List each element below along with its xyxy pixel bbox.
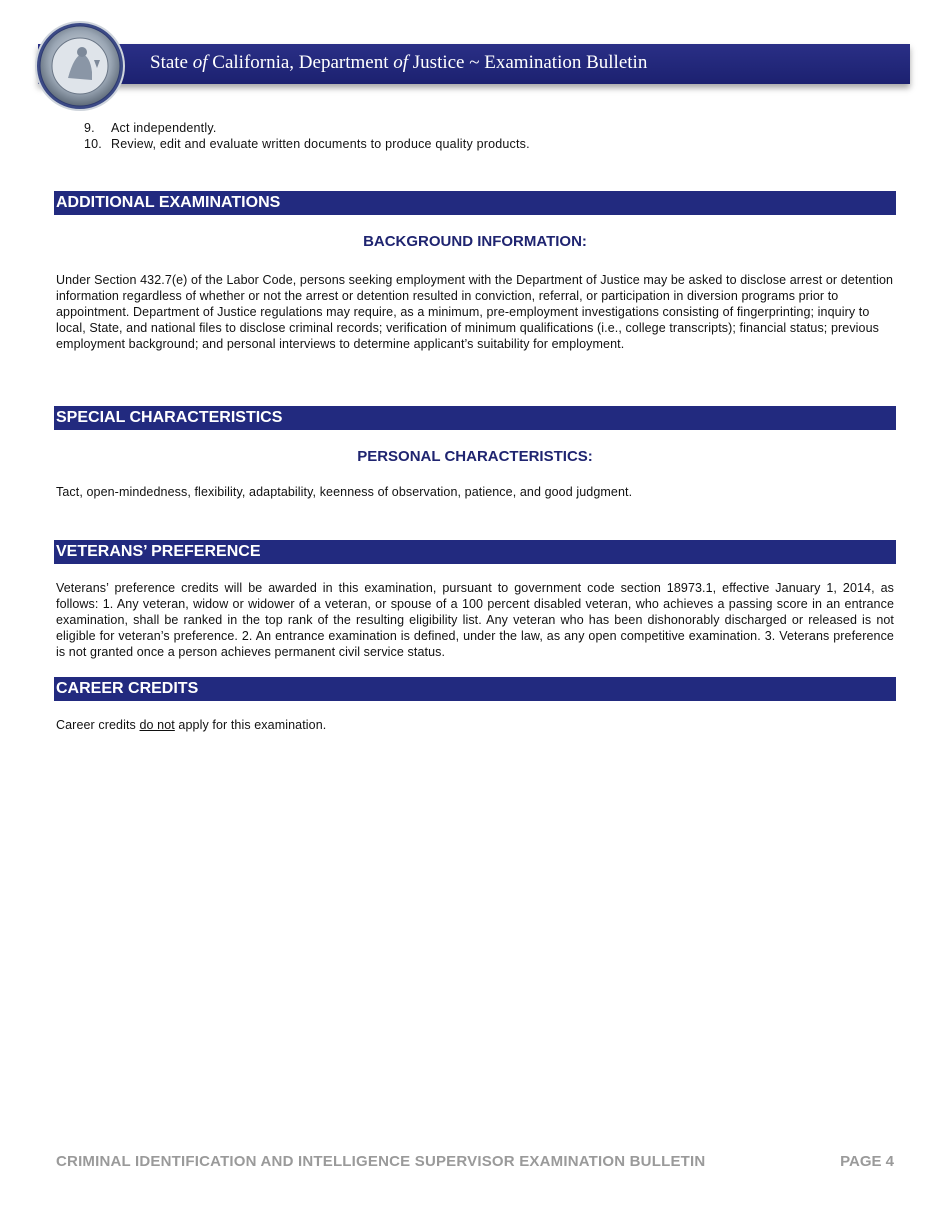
numbered-list xyxy=(84,120,530,152)
list-item-text: Act independently. xyxy=(111,121,217,135)
personal-characteristics-text: Tact, open-mindedness, flexibility, adaptability, keenness of observation, patience, and good judgment. xyxy=(56,485,633,499)
subheading-background-information: BACKGROUND INFORMATION: xyxy=(363,233,587,250)
section-heading-special-characteristics: SPECIAL CHARACTERISTICS xyxy=(54,406,896,430)
background-information-text: Under Section 432.7(e) of the Labor Code, persons seeking employment with the Department of Justice may be asked to disclose arrest or detention information regardless of whether or not the arrest or detention resulted in conviction, referral, or participation in diversion programs prior to appointment. Department of Justice regulations may require, as a minimum, pre-employment investigations consisting of fingerprinting; inquiry to local, State, and national files to disclose criminal records; verification of minimum qualifications (i.e., college transcripts); financial status; previous employment background; and personal interviews to determine applicant’s suitability for employment. xyxy=(56,273,894,351)
list-item xyxy=(84,120,530,136)
list-item-text: Review, edit and evaluate written documents to produce quality products. xyxy=(111,137,530,151)
career-credits-text-start: Career credits xyxy=(56,718,140,732)
header-banner xyxy=(38,44,910,84)
department-seal-icon xyxy=(34,20,126,112)
list-item-number: 9. xyxy=(84,121,95,135)
section-heading-veterans-preference: VETERANS’ PREFERENCE xyxy=(54,540,896,564)
section-heading-additional-examinations: ADDITIONAL EXAMINATIONS xyxy=(54,191,896,215)
header-title: State of California, Department of Justice ~ Examination Bulletin xyxy=(150,52,648,73)
list-item-number: 10. xyxy=(84,137,102,151)
section-heading-career-credits: CAREER CREDITS xyxy=(54,677,896,701)
list-item xyxy=(84,136,530,152)
subheading-personal-characteristics: PERSONAL CHARACTERISTICS: xyxy=(357,448,593,465)
career-credits-emphasis: do not xyxy=(139,718,175,732)
page-number: PAGE 4 xyxy=(840,1153,894,1170)
footer-bulletin-title: CRIMINAL IDENTIFICATION AND INTELLIGENCE SUPERVISOR EXAMINATION BULLETIN xyxy=(56,1153,706,1170)
career-credits-text xyxy=(56,717,894,733)
career-credits-text-end: apply for this examination. xyxy=(174,718,327,732)
veterans-preference-text: Veterans’ preference credits will be awarded in this examination, pursuant to government code section 18973.1, effective January 1, 2014, as follows: 1. Any veteran, widow or widower of a veteran, or spouse of a 100 percent disabled veteran, who achieves a passing score in an entrance examination, shall be ranked in the top rank of the resulting eligibility list. Any veteran who has been dishonorably discharged or released is not eligible for veteran’s preference. 2. An entrance examination is defined, under the law, as any open competitive examination. 3. Veterans preference is not granted once a person achieves permanent civil service status. xyxy=(56,581,894,659)
